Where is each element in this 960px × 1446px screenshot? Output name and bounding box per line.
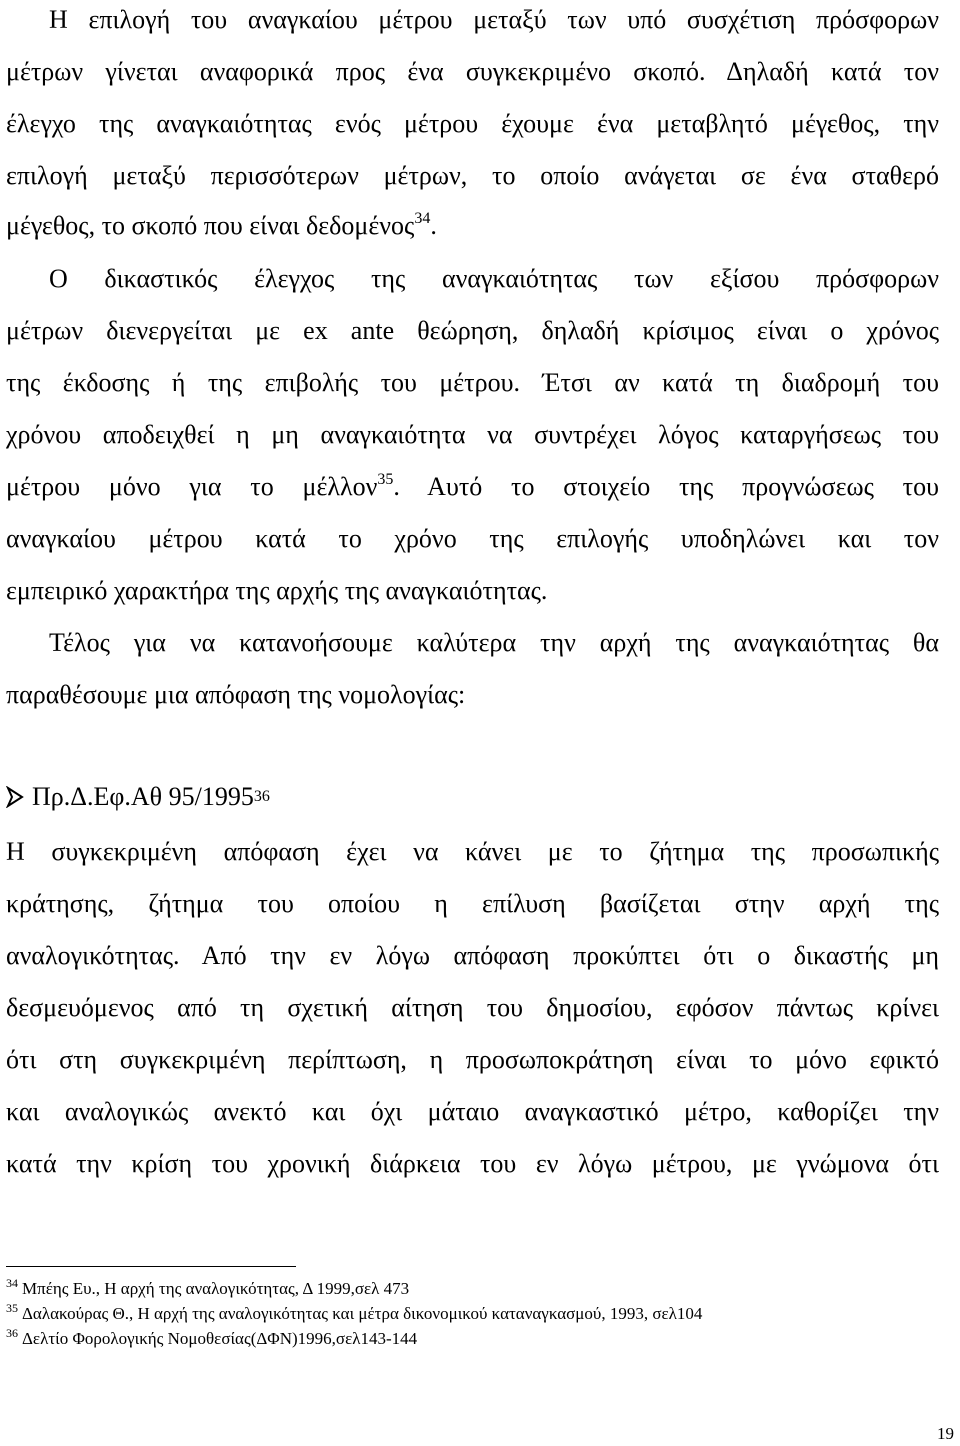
paragraph-4-line-6: και αναλογικώς ανεκτό και όχι μάταιο αναγκαστικό μέτρο, καθορίζει την bbox=[6, 1097, 939, 1126]
paragraph-1-line-5-text: μέγεθος, το σκοπό που είναι δεδομένος bbox=[6, 211, 415, 240]
footnote-35 bbox=[6, 1303, 936, 1325]
paragraph-1-line-2: μέτρων γίνεται αναφορικά προς ένα συγκεκριμένο σκοπό. Δηλαδή κατά τον bbox=[6, 57, 939, 86]
paragraph-1-line-5 bbox=[6, 209, 939, 243]
footnote-ref-35: 35 bbox=[377, 471, 394, 488]
footnote-36 bbox=[6, 1328, 936, 1350]
paragraph-4-line-4: δεσμευόμενος από τη σχετική αίτηση του δημοσίου, εφόσον πάντως κρίνει bbox=[6, 993, 939, 1022]
paragraph-1-end: . bbox=[430, 211, 437, 240]
paragraph-4-line-1: Η συγκεκριμένη απόφαση έχει να κάνει με το ζήτημα της προσωπικής bbox=[6, 837, 939, 866]
paragraph-1-line-1: Η επιλογή του αναγκαίου μέτρου μεταξύ των υπό συσχέτιση πρόσφορων bbox=[49, 5, 939, 34]
footnote-text: Δαλακούρας Θ., Η αρχή της αναλογικότητας και μέτρα δικονομικού καταναγκασμού, 1993, σελ104 bbox=[22, 1304, 703, 1323]
arrowhead-bullet-icon bbox=[6, 786, 24, 808]
paragraph-1-line-3: έλεγχο της αναγκαιότητας ενός μέτρου έχουμε ένα μεταβλητό μέγεθος, την bbox=[6, 109, 939, 138]
footnote-separator bbox=[6, 1266, 296, 1267]
paragraph-2-line-5-before: μέτρου μόνο για το μέλλον bbox=[6, 472, 378, 501]
paragraph-4-line-7: κατά την κρίση του χρονική διάρκεια του εν λόγω μέτρου, με γνώμονα ότι bbox=[6, 1149, 939, 1178]
paragraph-2-line-7: εμπειρικό χαρακτήρα της αρχής της αναγκαιότητας. bbox=[6, 576, 548, 605]
paragraph-4-line-2: κράτησης, ζήτημα του οποίου η επίλυση βασίζεται στην αρχή της bbox=[6, 889, 939, 918]
case-bullet-item: Πρ.Δ.Εφ.Αθ 95/1995 36 bbox=[6, 780, 270, 814]
footnote-ref-34: 34 bbox=[414, 210, 431, 227]
paragraph-3-line-2: παραθέσουμε μια απόφαση της νομολογίας: bbox=[6, 680, 466, 709]
footnote-text: Δελτίο Φορολογικής Νομοθεσίας(ΔΦΝ)1996,σελ143-144 bbox=[22, 1329, 418, 1348]
paragraph-4-line-5: ότι στη συγκεκριμένη περίπτωση, η προσωποκράτηση είναι το μόνο εφικτό bbox=[6, 1045, 939, 1074]
footnote-text: Μπέης Ευ., Η αρχή της αναλογικότητας, Δ 1999,σελ 473 bbox=[22, 1279, 410, 1298]
paragraph-2-line-1: Ο δικαστικός έλεγχος της αναγκαιότητας των εξίσου πρόσφορων bbox=[49, 264, 939, 293]
case-reference: Πρ.Δ.Εφ.Αθ 95/1995 bbox=[32, 782, 254, 811]
paragraph-2-line-3: της έκδοσης ή της επιβολής του μέτρου. Έτσι αν κατά τη διαδρομή του bbox=[6, 368, 939, 397]
footnote-number: 35 bbox=[6, 1301, 18, 1315]
footnote-number: 34 bbox=[6, 1276, 18, 1290]
paragraph-2-line-6: αναγκαίου μέτρου κατά το χρόνο της επιλογής υποδηλώνει και τον bbox=[6, 524, 939, 553]
paragraph-2-line-4: χρόνου αποδειχθεί η μη αναγκαιότητα να συντρέχει λόγος καταργήσεως του bbox=[6, 420, 939, 449]
page-number: 19 bbox=[937, 1424, 954, 1443]
paragraph-3-line-1: Τέλος για να κατανοήσουμε καλύτερα την αρχή της αναγκαιότητας θα bbox=[49, 628, 939, 657]
paragraph-2-line-5 bbox=[6, 470, 939, 504]
paragraph-2-line-5-after: . Αυτό το στοιχείο της προγνώσεως του bbox=[393, 472, 939, 501]
footnote-34 bbox=[6, 1278, 936, 1300]
paragraph-4-line-3: αναλογικότητας. Από την εν λόγω απόφαση προκύπτει ότι ο δικαστής μη bbox=[6, 941, 939, 970]
paragraph-2-line-2: μέτρων διενεργείται με ex ante θεώρηση, δηλαδή κρίσιμος είναι ο χρόνος bbox=[6, 316, 939, 345]
paragraph-1-line-4: επιλογή μεταξύ περισσότερων μέτρων, το οποίο ανάγεται σε ένα σταθερό bbox=[6, 161, 939, 190]
footnote-number: 36 bbox=[6, 1326, 18, 1340]
